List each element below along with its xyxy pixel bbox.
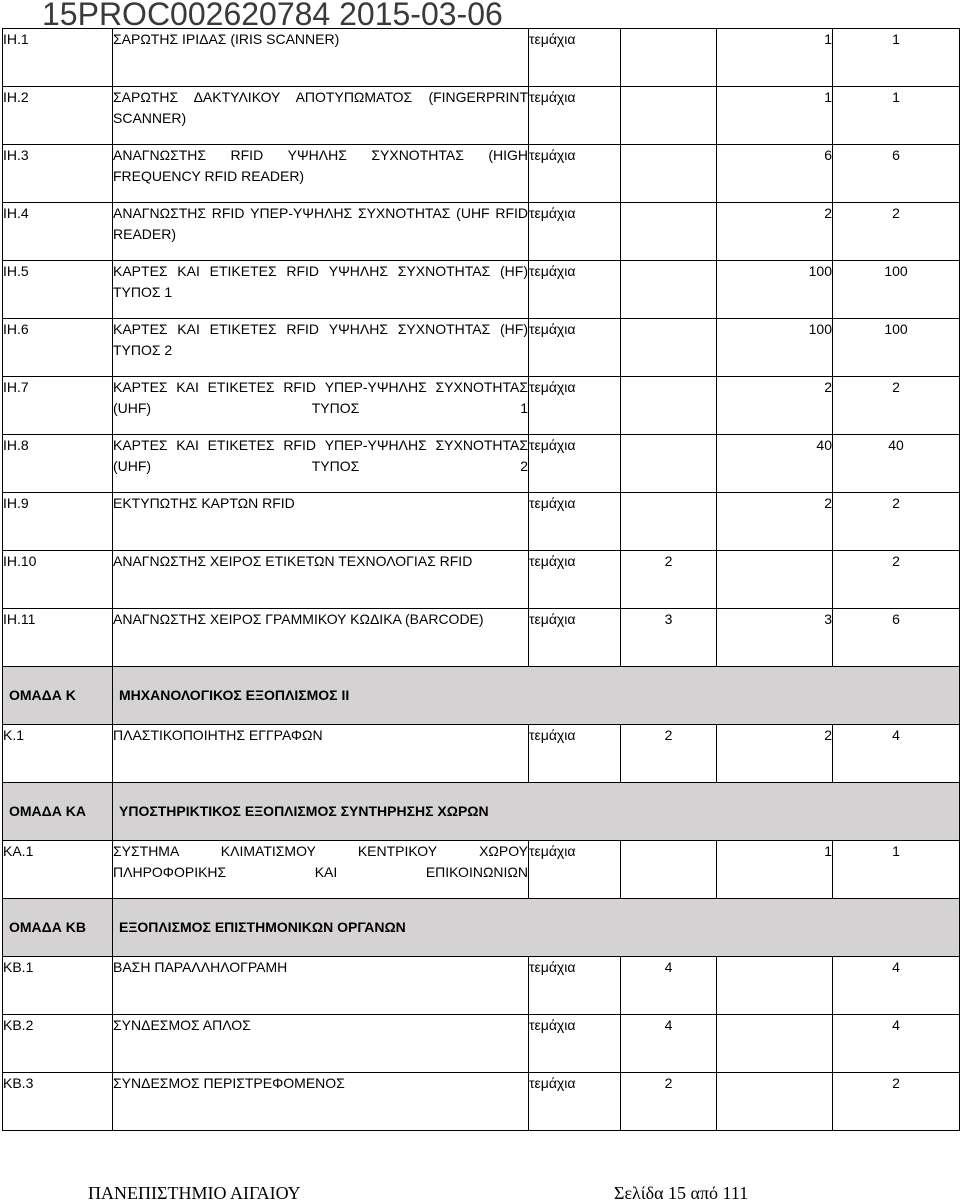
table-row: [3, 203, 960, 261]
item-unit: τεμάχια: [529, 435, 621, 493]
item-quantity-b: 1: [717, 87, 833, 145]
item-description: ΑΝΑΓΝΩΣΤΗΣ ΧΕΙΡΟΣ ΓΡΑΜΜΙΚΟΥ ΚΩΔΙΚΑ (BARCODE): [113, 611, 484, 627]
table-row: [3, 841, 960, 899]
equipment-table-body: [3, 29, 960, 1131]
item-code: ΙΗ.7: [3, 377, 113, 435]
item-quantity-a: 2: [621, 725, 717, 783]
table-row: [3, 145, 960, 203]
item-quantity-total: 4: [833, 957, 960, 1015]
item-quantity-a: [621, 261, 717, 319]
item-description: ΒΑΣΗ ΠΑΡΑΛΛΗΛΟΓΡΑΜΗ: [113, 959, 288, 975]
item-description: ΕΚΤΥΠΩΤΗΣ ΚΑΡΤΩΝ RFID: [113, 495, 295, 511]
item-quantity-total: 100: [833, 319, 960, 377]
item-unit: τεμάχια: [529, 319, 621, 377]
item-quantity-b: [717, 1015, 833, 1073]
item-unit: τεμάχια: [529, 1073, 621, 1131]
item-unit: τεμάχια: [529, 87, 621, 145]
item-description-cell: [113, 377, 529, 435]
item-quantity-a: 4: [621, 1015, 717, 1073]
item-description: ΠΛΑΣΤΙΚΟΠΟΙΗΤΗΣ ΕΓΓΡΑΦΩΝ: [113, 727, 323, 743]
item-description: ΣΥΣΤΗΜΑ ΚΛΙΜΑΤΙΣΜΟΥ ΚΕΝΤΡΙΚΟΥ ΧΩΡΟΥ ΠΛΗΡΟΦΟΡΙΚΗΣ ΚΑΙ ΕΠΙΚΟΙΝΩΝΙΩΝ: [113, 843, 528, 880]
item-unit: τεμάχια: [529, 609, 621, 667]
item-description-cell: [113, 841, 529, 899]
item-quantity-b: [717, 551, 833, 609]
table-row: [3, 1073, 960, 1131]
item-quantity-b: 100: [717, 261, 833, 319]
table-row: [3, 29, 960, 87]
group-title: ΕΞΟΠΛΙΣΜΟΣ ΕΠΙΣΤΗΜΟΝΙΚΩΝ ΟΡΓΑΝΩΝ: [113, 899, 960, 957]
item-unit: τεμάχια: [529, 493, 621, 551]
item-quantity-b: 1: [717, 841, 833, 899]
item-quantity-b: 100: [717, 319, 833, 377]
item-description-cell: [113, 551, 529, 609]
item-description: ΚΑΡΤΕΣ ΚΑΙ ΕΤΙΚΕΤΕΣ RFID ΥΨΗΛΗΣ ΣΥΧΝΟΤΗΤΑΣ (HF) ΤΥΠΟΣ 2: [113, 321, 528, 358]
item-unit: τεμάχια: [529, 551, 621, 609]
item-quantity-b: [717, 1073, 833, 1131]
item-code: ΙΗ.2: [3, 87, 113, 145]
item-description: ΣΑΡΩΤΗΣ ΔΑΚΤΥΛΙΚΟΥ ΑΠΟΤΥΠΩΜΑΤΟΣ (FINGERPRINT SCANNER): [113, 89, 528, 126]
item-unit: τεμάχια: [529, 203, 621, 261]
item-unit: τεμάχια: [529, 1015, 621, 1073]
item-quantity-a: 4: [621, 957, 717, 1015]
group-title: ΜΗΧΑΝΟΛΟΓΙΚΟΣ ΕΞΟΠΛΙΣΜΟΣ ΙΙ: [113, 667, 960, 725]
item-quantity-total: 6: [833, 609, 960, 667]
item-quantity-total: 1: [833, 29, 960, 87]
item-quantity-b: 6: [717, 145, 833, 203]
item-unit: τεμάχια: [529, 261, 621, 319]
item-quantity-b: 2: [717, 377, 833, 435]
table-row: [3, 493, 960, 551]
item-quantity-a: 2: [621, 1073, 717, 1131]
item-description: ΣΑΡΩΤΗΣ ΙΡΙΔΑΣ (IRIS SCANNER): [113, 31, 340, 47]
item-description-cell: [113, 261, 529, 319]
item-quantity-total: 1: [833, 841, 960, 899]
item-quantity-b: 3: [717, 609, 833, 667]
table-row: [3, 957, 960, 1015]
item-quantity-b: [717, 957, 833, 1015]
item-code: ΙΗ.3: [3, 145, 113, 203]
item-quantity-a: 2: [621, 551, 717, 609]
table-row: [3, 609, 960, 667]
item-quantity-total: 2: [833, 203, 960, 261]
group-code: ΟΜΑΔΑ ΚΒ: [3, 899, 113, 957]
item-quantity-total: 100: [833, 261, 960, 319]
document-code-stamp: 15PROC002620784 2015-03-06: [42, 0, 503, 32]
item-quantity-total: 2: [833, 377, 960, 435]
group-row: [3, 783, 960, 841]
table-row: [3, 319, 960, 377]
table-row: [3, 87, 960, 145]
item-code: ΚΑ.1: [3, 841, 113, 899]
item-quantity-b: 2: [717, 725, 833, 783]
item-unit: τεμάχια: [529, 377, 621, 435]
item-description-cell: [113, 957, 529, 1015]
equipment-table: [2, 28, 960, 1131]
item-code: ΚΒ.2: [3, 1015, 113, 1073]
table-row: [3, 1015, 960, 1073]
item-description-cell: [113, 609, 529, 667]
item-code: Κ.1: [3, 725, 113, 783]
item-quantity-total: 4: [833, 725, 960, 783]
item-quantity-b: 1: [717, 29, 833, 87]
item-description-cell: [113, 319, 529, 377]
group-title: ΥΠΟΣΤΗΡΙΚΤΙΚΟΣ ΕΞΟΠΛΙΣΜΟΣ ΣΥΝΤΗΡΗΣΗΣ ΧΩΡΩΝ: [113, 783, 960, 841]
item-quantity-a: [621, 841, 717, 899]
item-code: ΙΗ.4: [3, 203, 113, 261]
item-description-cell: [113, 29, 529, 87]
item-description: ΚΑΡΤΕΣ ΚΑΙ ΕΤΙΚΕΤΕΣ RFID ΥΨΗΛΗΣ ΣΥΧΝΟΤΗΤΑΣ (HF) ΤΥΠΟΣ 1: [113, 263, 528, 300]
item-quantity-total: 4: [833, 1015, 960, 1073]
table-row: [3, 261, 960, 319]
group-code: ΟΜΑΔΑ Κ: [3, 667, 113, 725]
item-description-cell: [113, 435, 529, 493]
item-description: ΑΝΑΓΝΩΣΤΗΣ RFID ΥΨΗΛΗΣ ΣΥΧΝΟΤΗΤΑΣ (HIGH FREQUENCY RFID READER): [113, 147, 528, 184]
item-description: ΚΑΡΤΕΣ ΚΑΙ ΕΤΙΚΕΤΕΣ RFID ΥΠΕΡ-ΥΨΗΛΗΣ ΣΥΧΝΟΤΗΤΑΣ (UHF) ΤΥΠΟΣ 1: [113, 379, 528, 416]
item-code: ΙΗ.10: [3, 551, 113, 609]
item-quantity-a: [621, 29, 717, 87]
item-description-cell: [113, 493, 529, 551]
item-quantity-a: [621, 203, 717, 261]
item-quantity-b: 2: [717, 203, 833, 261]
item-code: ΙΗ.11: [3, 609, 113, 667]
item-code: ΚΒ.3: [3, 1073, 113, 1131]
item-unit: τεμάχια: [529, 29, 621, 87]
item-quantity-a: 3: [621, 609, 717, 667]
item-description: ΑΝΑΓΝΩΣΤΗΣ RFID ΥΠΕΡ-ΥΨΗΛΗΣ ΣΥΧΝΟΤΗΤΑΣ (UHF RFID READER): [113, 205, 528, 242]
item-description: ΑΝΑΓΝΩΣΤΗΣ ΧΕΙΡΟΣ ΕΤΙΚΕΤΩΝ ΤΕΧΝΟΛΟΓΙΑΣ RFID: [113, 553, 473, 569]
item-quantity-total: 2: [833, 551, 960, 609]
item-description-cell: [113, 87, 529, 145]
item-quantity-a: [621, 87, 717, 145]
item-description-cell: [113, 725, 529, 783]
item-unit: τεμάχια: [529, 145, 621, 203]
group-code: ΟΜΑΔΑ ΚΑ: [3, 783, 113, 841]
item-code: ΙΗ.9: [3, 493, 113, 551]
item-description: ΣΥΝΔΕΣΜΟΣ ΑΠΛΟΣ: [113, 1017, 251, 1033]
item-quantity-a: [621, 319, 717, 377]
item-description-cell: [113, 1015, 529, 1073]
item-quantity-a: [621, 435, 717, 493]
item-quantity-a: [621, 493, 717, 551]
footer-institution: ΠΑΝΕΠΙΣΤΗΜΙΟ ΑΙΓΑΙΟΥ: [88, 1183, 301, 1203]
item-description-cell: [113, 203, 529, 261]
item-description: ΣΥΝΔΕΣΜΟΣ ΠΕΡΙΣΤΡΕΦΟΜΕΝΟΣ: [113, 1075, 345, 1091]
item-unit: τεμάχια: [529, 957, 621, 1015]
item-quantity-total: 1: [833, 87, 960, 145]
group-row: [3, 899, 960, 957]
item-description: ΚΑΡΤΕΣ ΚΑΙ ΕΤΙΚΕΤΕΣ RFID ΥΠΕΡ-ΥΨΗΛΗΣ ΣΥΧΝΟΤΗΤΑΣ (UHF) ΤΥΠΟΣ 2: [113, 437, 528, 474]
item-unit: τεμάχια: [529, 725, 621, 783]
item-unit: τεμάχια: [529, 841, 621, 899]
item-code: ΙΗ.6: [3, 319, 113, 377]
item-quantity-total: 2: [833, 493, 960, 551]
item-description-cell: [113, 1073, 529, 1131]
item-quantity-b: 2: [717, 493, 833, 551]
table-row: [3, 377, 960, 435]
item-quantity-b: 40: [717, 435, 833, 493]
item-code: ΙΗ.5: [3, 261, 113, 319]
item-code: ΚΒ.1: [3, 957, 113, 1015]
item-code: ΙΗ.1: [3, 29, 113, 87]
item-quantity-total: 40: [833, 435, 960, 493]
table-row: [3, 725, 960, 783]
item-quantity-total: 2: [833, 1073, 960, 1131]
item-description-cell: [113, 145, 529, 203]
table-row: [3, 435, 960, 493]
footer-page-number: Σελίδα 15 από 111: [614, 1183, 749, 1203]
item-code: ΙΗ.8: [3, 435, 113, 493]
item-quantity-a: [621, 145, 717, 203]
group-row: [3, 667, 960, 725]
table-row: [3, 551, 960, 609]
item-quantity-total: 6: [833, 145, 960, 203]
item-quantity-a: [621, 377, 717, 435]
